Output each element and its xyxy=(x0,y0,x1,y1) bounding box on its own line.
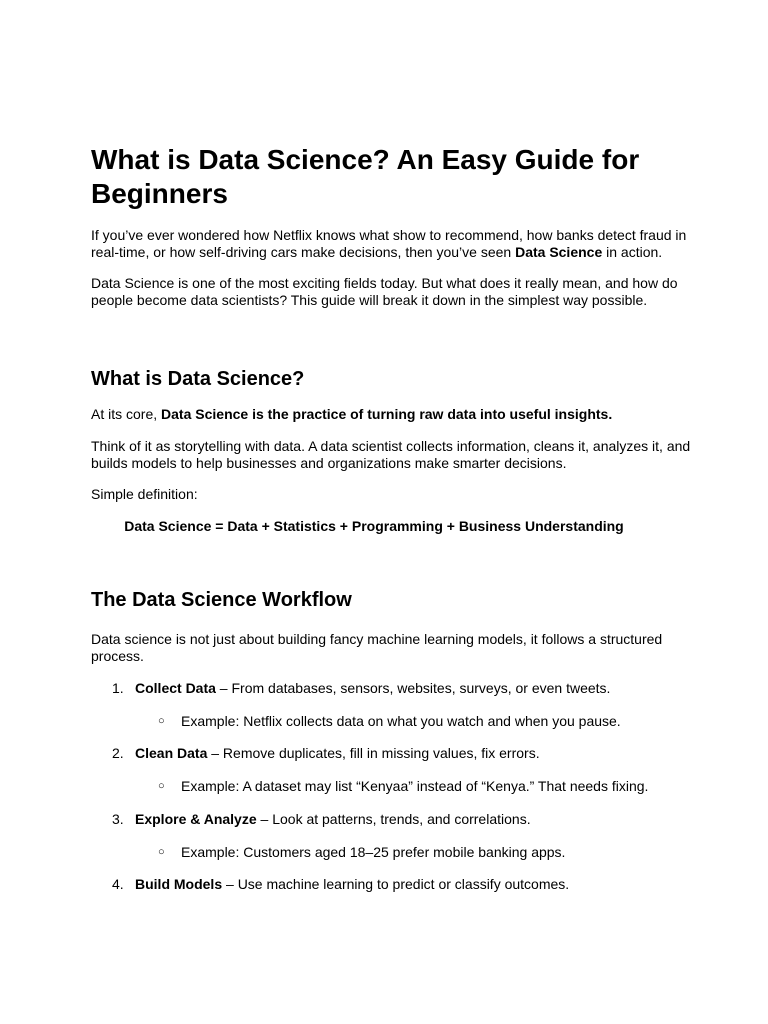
step-description: – Use machine learning to predict or classify outcomes. xyxy=(222,876,570,892)
step-description: – Look at patterns, trends, and correlations. xyxy=(256,811,531,827)
step-text xyxy=(135,680,610,697)
step-example: Example: Netflix collects data on what you watch and when you pause. xyxy=(181,713,621,729)
step-text xyxy=(135,876,569,893)
step-title: Clean Data xyxy=(135,745,208,761)
intro-text-start: If you’ve ever wondered how Netflix knows what show to recommend, how banks detect fraud in real-time, or how self-driving cars make decisions, then you’ve seen xyxy=(91,227,687,260)
workflow-intro: Data science is not just about building fancy machine learning models, it follows a structured process. xyxy=(91,631,663,664)
intro-paragraph-1 xyxy=(91,227,691,260)
intro-paragraph-2: Data Science is one of the most exciting fields today. But what does it really mean, and how do people become data scientists? This guide will break it down in the simplest way possible. xyxy=(91,275,678,308)
intro-text-end: in action. xyxy=(602,243,663,260)
step-description: – From databases, sensors, websites, surveys, or even tweets. xyxy=(215,680,611,696)
core-bold-definition: Data Science is the practice of turning raw data into useful insights. xyxy=(161,406,613,422)
step-number: 1. xyxy=(112,680,124,696)
step-example: Example: A dataset may list “Kenyaa” instead of “Kenya.” That needs fixing. xyxy=(181,778,649,794)
hollow-bullet-icon: ○ xyxy=(158,846,165,858)
intro-bold-term: Data Science xyxy=(515,243,603,260)
step-example: Example: Customers aged 18–25 prefer mobile banking apps. xyxy=(181,844,566,860)
step-description: – Remove duplicates, fill in missing values, fix errors. xyxy=(207,745,540,761)
step-title: Build Models xyxy=(135,876,223,892)
storytelling-paragraph: Think of it as storytelling with data. A data scientist collects information, cleans it, analyzes it, and builds models to help businesses and organizations make smarter decisions. xyxy=(91,438,691,471)
definition-formula: Data Science = Data + Statistics + Programming + Business Understanding xyxy=(124,518,624,534)
section-heading-what-is: What is Data Science? xyxy=(91,368,305,390)
step-text xyxy=(135,745,540,762)
step-title: Collect Data xyxy=(135,680,216,696)
simple-definition-label: Simple definition: xyxy=(91,486,198,502)
core-paragraph xyxy=(91,406,691,423)
step-number: 3. xyxy=(112,811,124,827)
step-text xyxy=(135,811,531,828)
core-text-start: At its core, xyxy=(91,406,162,422)
hollow-bullet-icon: ○ xyxy=(158,780,165,792)
page-title: What is Data Science? An Easy Guide for Beginners xyxy=(91,144,640,209)
step-number: 4. xyxy=(112,876,124,892)
step-title: Explore & Analyze xyxy=(135,811,257,827)
section-heading-workflow: The Data Science Workflow xyxy=(91,589,352,611)
hollow-bullet-icon: ○ xyxy=(158,715,165,727)
step-number: 2. xyxy=(112,745,124,761)
